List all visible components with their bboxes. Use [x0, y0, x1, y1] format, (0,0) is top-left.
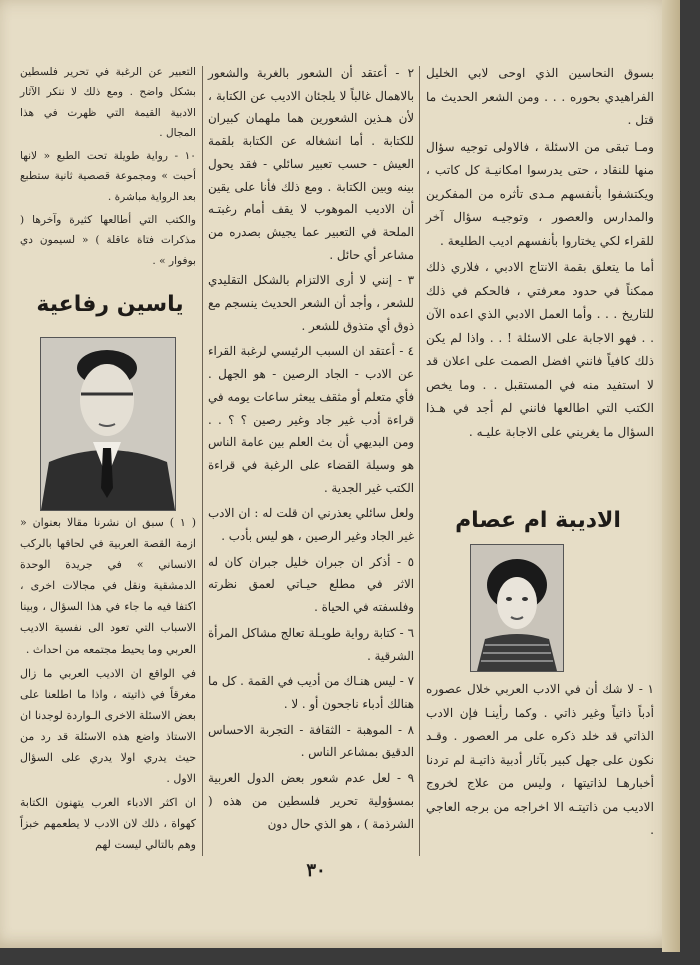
author-heading-yassin-rifaia: ياسين رفاعية	[36, 292, 184, 317]
middle-answer-9: ٩ - لعل عدم شعور بعض الدول العربية بمسؤولية تحرير فلسطين من هذه ( الشرذمة ) ، هو الذي حال دون	[208, 771, 414, 831]
right-paragraph-3: أما ما يتعلق بقمة الانتاج الادبي ، فلاري ذلك ممكناً في حدود معرفتي ، فالحكم في ذلك للتاريخ . . . وأما العمل الادبي الذي اعده الآن . . فهو الاجابة على الاسئلة ! . . واذا لم يكن ذلك كافياً فانني افضل الصمت على اعلان قد لا استفيد منه في المستقبل . . وما يخص الكتب التي اطالعها فانني لم أجد في هـذا السؤال ما يغريني على الاجابة عليـه .	[426, 260, 654, 439]
left-paragraph-2: في الواقع ان الاديب العربي ما زال مغرقاً في ذاتيته ، واذا ما اطلعنا على بعض الاسئلة الاخرى الـواردة لوجدنا ان الاستاذ واضع هذه الاسئلة قد رد من حيث يدري اولا يدري على السؤال الاول .	[20, 666, 196, 786]
middle-answer-4: ٤ - أعتقد ان السبب الرئيسي لرغبة القراء عن الادب - الجاد الرصين - هو الجهل . فأي متعلم أو مثقف يبعثر ساعات يومه في قراءة أدب غير جاد وغير رصين ؟ ؟ . . ومن البديهي أن بث العلم بين عامة الناس هو وسيلة القضاء على الرغبة في قراءة الكتب غير الجدية .	[208, 344, 414, 495]
right-column-lower	[426, 678, 654, 846]
middle-answer-5: ٥ - أذكر ان جبران خليل جبران كان له الاثر في مطلع حيـاتي لعمق نظرته وفلسفته في الحياة .	[208, 554, 414, 615]
middle-answer-3: ٣ - إنني لا أرى الالتزام بالشكل التقليدي للشعر ، وأجد أن الشعر الحديث ينسجم مع ذوق أي متذوق للشعر .	[208, 273, 414, 333]
right-paragraph-2: ومـا تبقى من الاسئلة ، فالاولى توجيه سؤال منها للنقاد ، حتى يدرسوا امكانيـة كل كاتب ، ويكتشفوا بأنفسهم مـدى تأثره من المفكرين والمدارس والعصور ، وتوجيـه سؤال آخر للقراء لكي يختاروا بأنفسهم اديب الطليعة .	[426, 139, 654, 248]
middle-answer-2: ٢ - أعتقد أن الشعور بالغربة والشعور بالاهمال غالباً لا يلجئان الاديب عن الكتابة ، لأن هـذين الشعورين هما ملهمان كبيران للكتابة . أما انشغاله عن الكتابة بلقمة العيش - حسب تعبير سائلي - فقد يحول بينه وبين الكتابة . ومع ذلك فأنا على يقين أن الاديب الموهوب لا يقف أمام رغبتـه الملحة في التعبير عما يجيش بصدره من مشاعر أي حائل .	[208, 66, 414, 262]
page-edge	[662, 0, 680, 952]
middle-note: ولعل سائلي يعذرني ان قلت له : ان الادب غير الجاد وغير الرصين ، هو ليس بأدب .	[208, 506, 414, 544]
left-answer-1: ( ١ ) سبق ان نشرنا مقالا بعنوان « ازمة القصة العربية في لحاقها بالركب الانساني » في جريدة الوحدة الدمشقية ونقل في مجالات اخرى ، اكتفا فيه ما جاء في هذا السؤال ، وبينا الاسباب التي تعود الى نفسية الاديب العربي وما يحيط مجتمعه من احداث .	[20, 516, 196, 656]
author-photo-yassin-rifaia	[40, 337, 176, 511]
left-column-lower	[20, 512, 196, 859]
middle-answer-7: ٧ - ليس هنـاك من أديب في القمة . كل ما هنالك أدباء ناجحون أو . لا .	[208, 674, 414, 711]
middle-answer-8: ٨ - الموهبة - الثقافة - التجربة الاحساس الدقيق بمشاعر الناس .	[208, 722, 414, 760]
author-heading-um-issam: الاديبة ام عصام	[455, 508, 621, 533]
left-column	[20, 62, 196, 274]
column-divider-right	[419, 66, 420, 856]
left-answer-10: ١٠ - رواية طويلة تحت الطبع « لانها أحبت » ومجموعة قصصية ثانية ستطبع بعد الرواية مباشرة .	[20, 150, 196, 203]
right-paragraph-1: بسوق النحاسين الذي اوحى لابي الخليل الفراهيدي بحوره . . . ومن الشعر الحديث ما قتل .	[426, 66, 654, 127]
middle-answer-6: ٦ - كتابة رواية طويـلة تعالج مشاكل المرأة الشرقية .	[208, 625, 414, 663]
left-continuation: التعبير عن الرغبة في تحرير فلسطين بشكل واضح . ومع ذلك لا ننكر الآثار الادبية القيمة التي ظهرت في هذا المجال .	[20, 66, 196, 139]
left-paragraph-3: ان اكثر الادباء العرب يتهنون الكتابة كهواة ، ذلك لان الادب لا يطعمهم خبزاً وهم بالتالي ليست لهم	[20, 796, 196, 852]
column-divider-left	[202, 66, 203, 856]
middle-column	[208, 62, 414, 838]
author-photo-um-issam	[470, 544, 564, 672]
page-number: ٣٠	[306, 860, 326, 881]
right-column	[426, 62, 654, 447]
right-answer-1: ١ - لا شك أن في الادب العربي خلال عصوره أدباً ذاتياً وغير ذاتي . وكما رأينـا فإن الادب الذاتي قد خلد ذكره على مر العصور . وقـد نكون على جهل كبير بآثار أدبية ذاتيـة لم تردنا أخبارهـا لذاتيتها ، وليس من علاج لخروج الاديب من ذاتيتـه الا اخراجه من برجه العاجي .	[426, 682, 654, 837]
left-reading-list: والكتب التي أطالعها كثيرة وآخرها ( مذكرات فتاة عاقلة ) « لسيمون دي بوفوار » .	[20, 214, 196, 267]
